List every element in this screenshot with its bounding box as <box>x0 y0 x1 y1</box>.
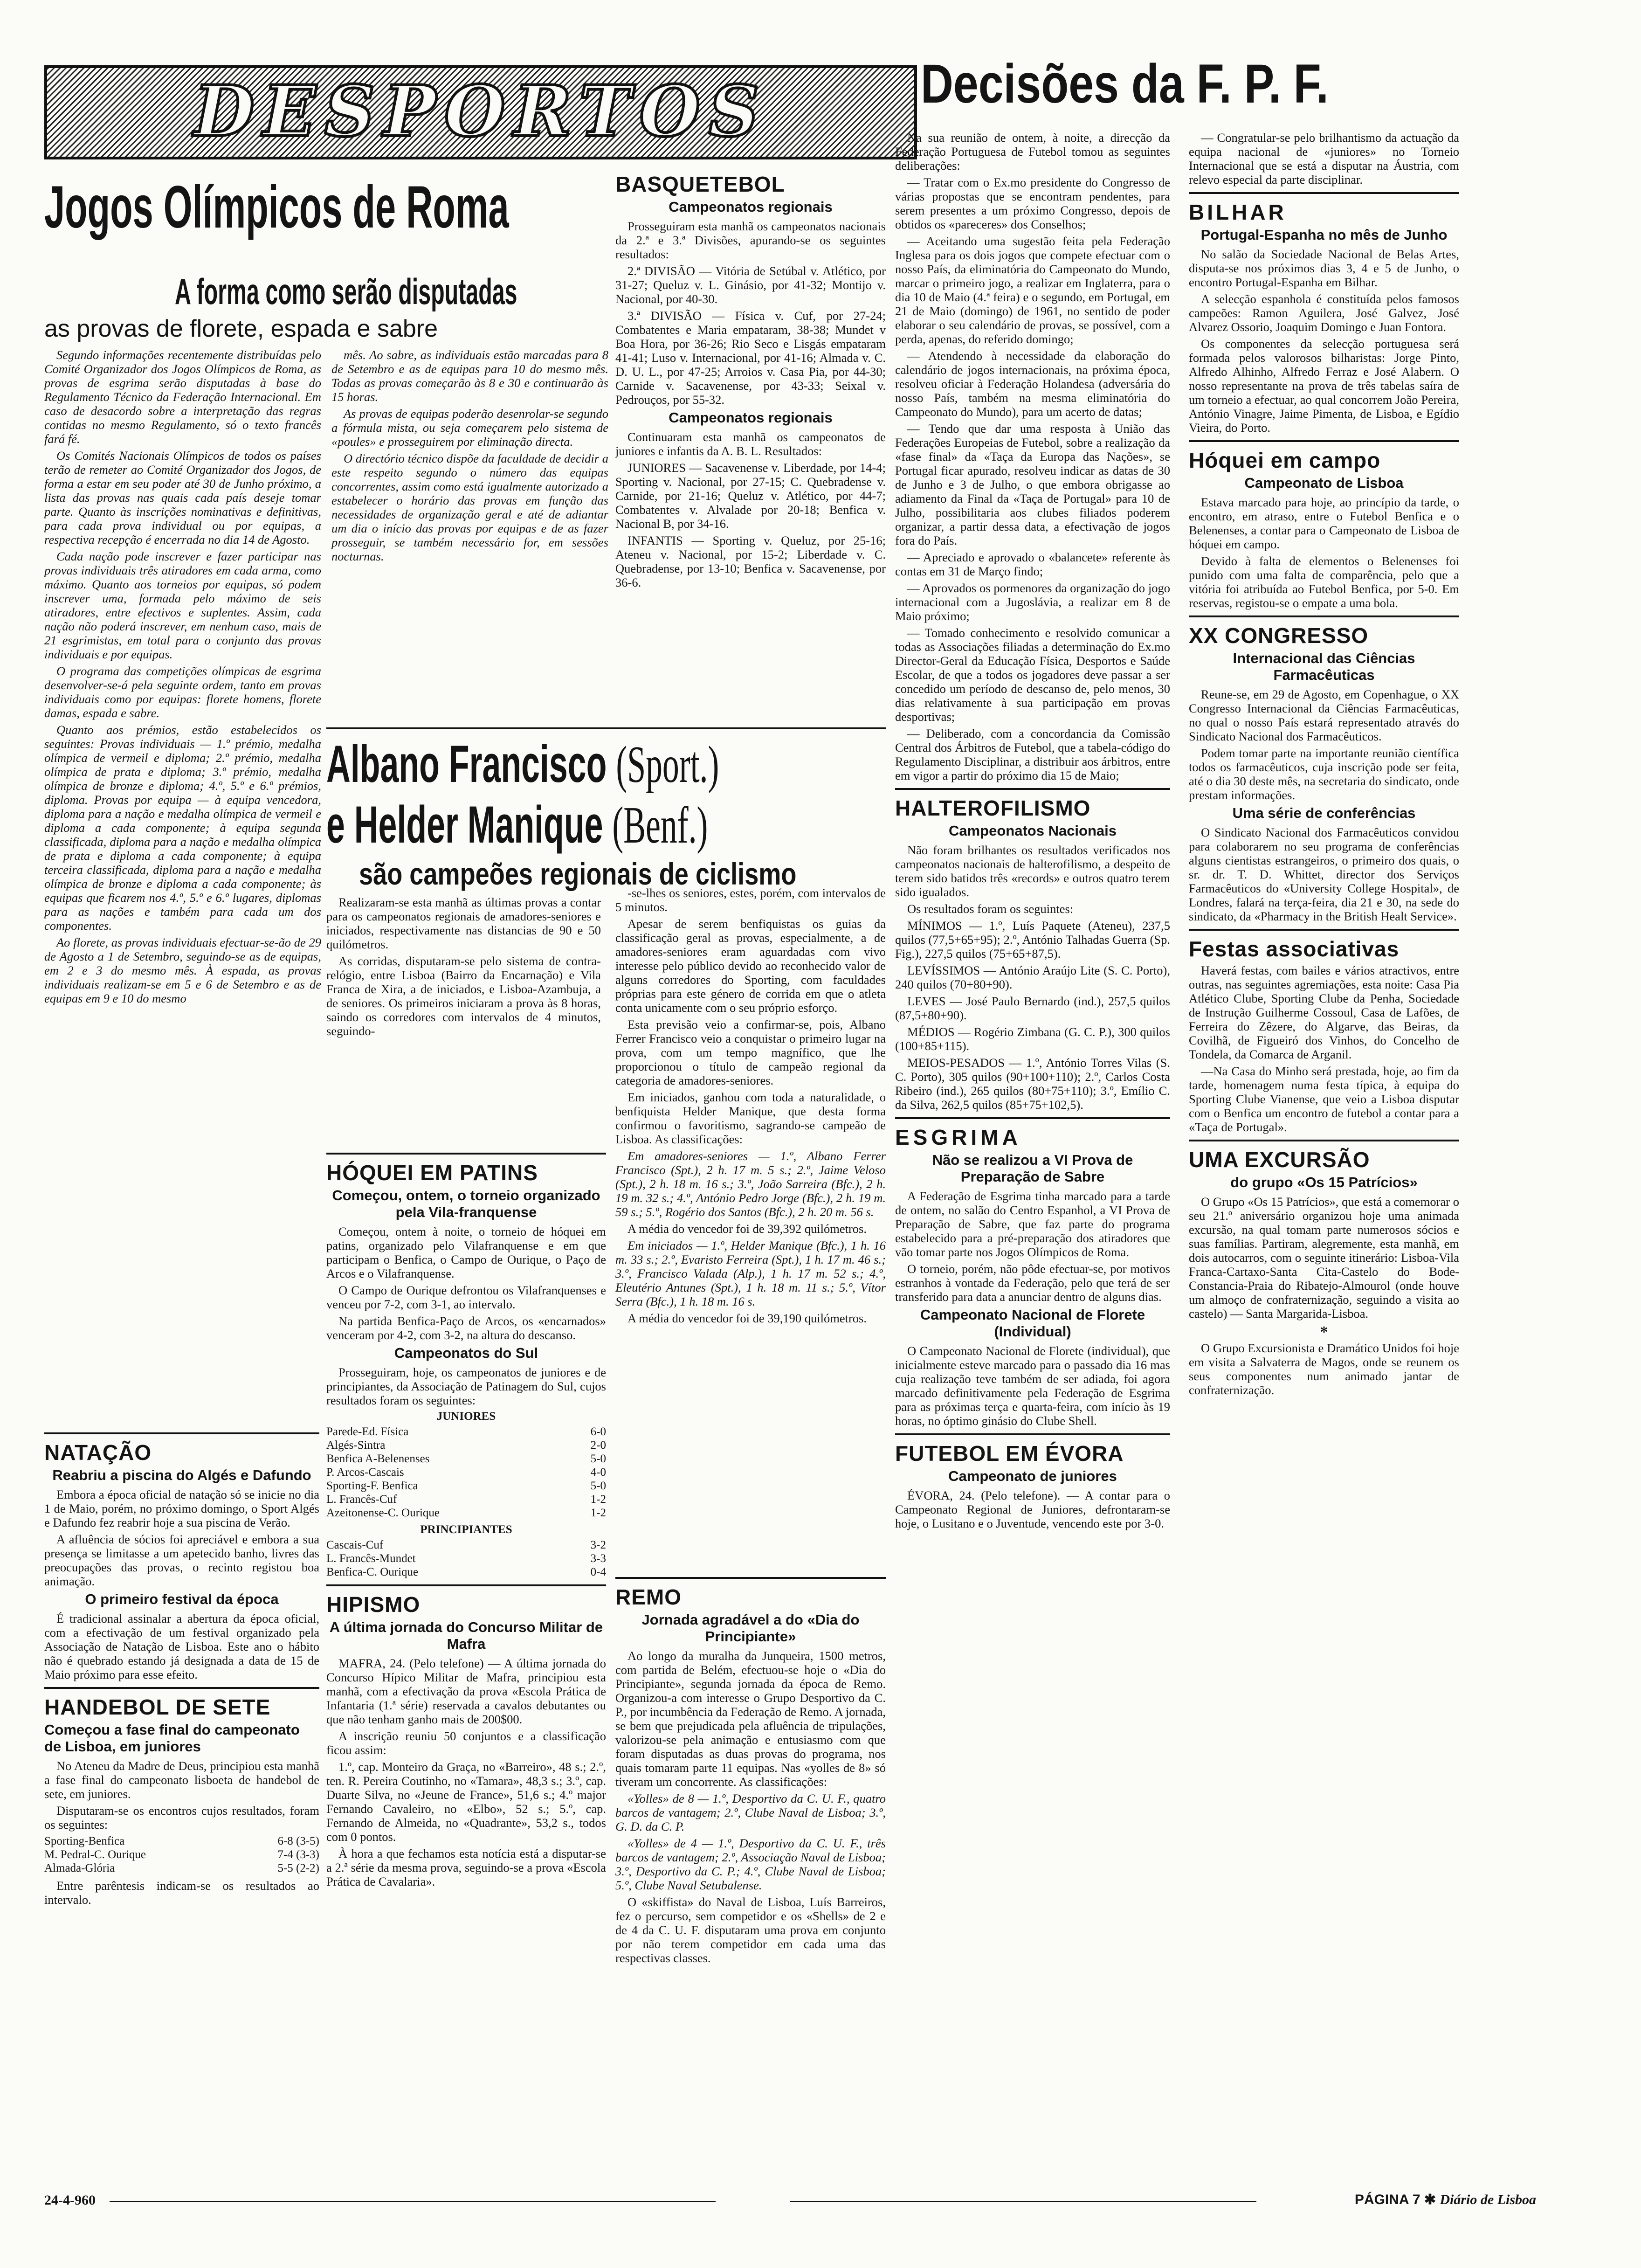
hoquei-patins-title: HÓQUEI EM PATINS <box>326 1161 538 1185</box>
esgrima-paragraph: O torneio, porém, não pôde efectuar-se, por motivos estranhos à vontade da Federação, pelo que terá de ser transferido para data a anunciar dentro de alguns dias. <box>895 1262 1170 1304</box>
ciclismo-paragraph: -se-lhes os seniores, estes, porém, com intervalos de 5 minutos. <box>615 886 886 914</box>
natacao-paragraph: A afluência de sócios foi apreciável e embora a sua presença se limitasse a um apetecido banho, livres das preocupações das provas, o recinto registou boa animação. <box>44 1532 319 1588</box>
juniores-label: JUNIORES <box>436 1410 496 1423</box>
column-1-lower <box>44 1427 319 2178</box>
ciclismo-club-1: (Sport.) <box>616 736 719 794</box>
basquetebol-paragraph: 3.ª DIVISÃO — Física v. Cuf, por 27-24; Combatentes e Maria empataram, 38-38; Mundet v Boa Hora, por 36-26; Rio Seco e Lisgás empataram 41-41; Luso v. Internacional, por 41-16; Almada v. C. D. U. L., por 47-25; Arroios v. Casa Pia, por 44-30; Carnide v. Sacavenense, por 43-33; Seixal v. Pedrouços, por 55-32. <box>615 309 886 407</box>
natacao-title: NATAÇÃO <box>44 1440 152 1465</box>
ciclismo-paragraph: Em iniciados, ganhou com toda a naturalidade, o benfiquista Helder Manique, que desta forma confirmou o favoritismo, sagrando-se campeão de Lisboa. As classificações: <box>615 1090 886 1146</box>
congresso-paragraph: Reune-se, em 29 de Agosto, em Copenhague, o XX Congresso Internacional da Ciências Farmacêuticas, no qual o nosso País estará representado através do Sindicato Nacional dos Farmacêuticos. <box>1189 687 1459 743</box>
excursao-heading: do grupo «Os 15 Patrícios» <box>1230 1174 1418 1190</box>
table-row: Azeitonense-C. Ourique 1-2 <box>326 1507 606 1519</box>
fpf-paragraph: — Apreciado e aprovado o «balancete» referente às contas em 31 de Março findo; <box>895 550 1170 578</box>
handebol-results <box>44 1834 319 1875</box>
hoquei-campo-heading: Campeonato de Lisboa <box>1244 475 1404 491</box>
fpf-paragraph: — Deliberado, com a concordancia da Comissão Central dos Árbitros de Futebol, que a tabela-código do Regulamento Disciplinar, a distribuir aos árbitros, entre em vigor a partir do próximo dia 15 de Maio; <box>895 726 1170 782</box>
festas-paragraph: —Na Casa do Minho será prestada, hoje, ao fim da tarde, homenagem numa festa típica, à equipa do Sporting Clube Vianense, que veio a Lisboa disputar com o Benfica um encontro de futebol a contar para a «Taça de Portugal». <box>1189 1064 1459 1134</box>
column-hoquei-hipismo <box>326 1147 606 2178</box>
ciclismo-paragraph: A média do vencedor foi de 39,190 quilómetros. <box>627 1311 867 1325</box>
fpf-paragraph: — Aprovados os pormenores da organização do jogo internacional com a Jugoslávia, a realizar em 8 de Maio próximo; <box>895 581 1170 623</box>
hoquei-campo-title: Hóquei em campo <box>1189 448 1381 472</box>
esgrima-paragraph: A Federação de Esgrima tinha marcado para a tarde de ontem, no salão do Centro Espanhol, a VI Prova de Preparação de Sabre, que faz parte do programa estabelecido para a pré-preparação dos atiradores que vão tomar parte nos Jogos Olímpicos de Roma. <box>895 1189 1170 1259</box>
bilhar-paragraph: A selecção espanhola é constituída pelos famosos campeões: Ramon Aguilera, José Galvez, José Alvarez Ossorio, Joaquim Domingo e Juan Fontora. <box>1189 292 1459 334</box>
futebol-evora-paragraph: ÉVORA, 24. (Pelo telefone). — A contar para o Campeonato Regional de Juniores, defrontaram-se hoje, o Lusitano e o Juventude, vencendo este por 3-0. <box>895 1488 1170 1530</box>
jogos-paragraph: As provas de equipas poderão desenrolar-se segundo a fórmula mista, ou seja começarem pelo sistema de «poules» e prosseguirem por eliminação directa. <box>331 407 608 449</box>
fpf-paragraph: — Tomado conhecimento e resolvido comunicar a todas as Associações filiadas a determinação do Ex.mo Director-Geral da Educação Física, Desportos e Saúde Escolar, de que a todos os jogadores deve passar a ser concedido um período de descanso de, pelo menos, 30 dias relativamente à sua participação em provas desportivas; <box>895 626 1170 724</box>
ciclismo-paragraph: As corridas, disputaram-se pelo sistema de contra-relógio, entre Lisboa (Bairro da Encarnação) e Vila Franca de Xira, a de iniciados, e Lisboa-Azambuja, a de seniores. Os primeiros iniciaram a prova às 8 horas, saindo os corredores com intervalos de 4 minutos, seguindo- <box>326 954 601 1038</box>
footer-date: 24-4-960 <box>44 2192 96 2208</box>
basquetebol-paragraph: INFANTIS — Sporting v. Queluz, por 25-16; Ateneu v. Nacional, por 15-2; Liberdade v. C. Quebradense, por 13-10; Benfica v. Sacavenense, por 36-6. <box>615 533 886 589</box>
halterofilismo-paragraph: MEIOS-PESADOS — 1.º, António Torres Vilas (S. C. Porto), 305 quilos (90+100+110); 2.º, Carlos Costa Ribeiro (ind.), 265 quilos (80+75+110); 3.º, Emílio C. da Silva, 262,5 quilos (85+75+102,5). <box>895 1056 1170 1112</box>
footer-page: PÁGINA 7 ✱ Diário de Lisboa <box>1354 2192 1536 2207</box>
hipismo-paragraph: A inscrição reuniu 50 conjuntos e a classificação ficou assim: <box>326 1729 606 1757</box>
handebol-title: HANDEBOL DE SETE <box>44 1695 271 1719</box>
table-row: P. Arcos-Cascais 4-0 <box>326 1466 606 1479</box>
excursao-title: UMA EXCURSÃO <box>1189 1148 1370 1172</box>
basquetebol-paragraph: JUNIORES — Sacavenense v. Liberdade, por 14-4; Sporting v. Nacional, por 27-15; C. Quebradense v. Carnide, por 21-16; Queluz v. Atlético, por 44-7; Combatentes v. Alvalade por 20-18; Benfica v. Nacional B, por 34-16. <box>615 461 886 531</box>
masthead-title: DESPORTOS <box>193 70 768 152</box>
fpf-paragraph: Na sua reunião de ontem, à noite, a direcção da Federação Portuguesa de Futebol tomou as seguintes deliberações: <box>895 131 1170 173</box>
jogos-paragraph: Os Comités Nacionais Olímpicos de todos os países terão de remeter ao Comité Organizador dos Jogos, de forma a estar em seu poder até 30 de Junho próximo, a lista das provas nas quais cada país deseje tomar parte. Quanto às inscrições nominativas e definitivas, para cada prova individual ou por equipas, a respectiva recepção é encerrada no dia 14 de Agosto. <box>44 449 321 546</box>
table-row: L. Francês-Cuf 1-2 <box>326 1493 606 1506</box>
esgrima-title: ESGRIMA <box>895 1125 1021 1149</box>
ciclismo-club-2: (Benf.) <box>612 796 708 854</box>
page-footer <box>44 2187 1597 2215</box>
halterofilismo-paragraph: MÉDIOS — Rogério Zimbana (G. C. P.), 300 quilos (100+85+115). <box>895 1025 1170 1053</box>
bilhar-paragraph: Os componentes da selecção portuguesa será formada pelos valorosos bilharistas: Jorge Pinto, Alfredo Alhinho, Alfredo Ferraz e José Alabern. O nosso representante na prova de três tabelas saíra de um torneio a efectuar, ao qual concorrem João Pereira, António Vinagre, Jaime Pimenta, de Lisboa, e Egídio Vieira, do Porto. <box>1189 337 1459 435</box>
remo-paragraph: O «skiffista» do Naval de Lisboa, Luís Barreiros, fez o percurso, sem competidor e os «Shells» de 2 e de 4 da C. U. F. disputaram uma prova em conjunto por não terem competidor em cada uma das respectivas classes. <box>615 1895 886 1965</box>
natacao-paragraph: É tradicional assinalar a abertura da época oficial, com a efectivação de um festival organizado pela Associação de Natação de Lisboa. Este ano o hábito não é quebrado estando já designada a data de 15 de Maio próximo para esse efeito. <box>44 1611 319 1681</box>
fpf-paragraph: — Aceitando uma sugestão feita pela Federação Inglesa para os dois jogos que compete efectuar com o nosso País, da eliminatória do Campeonato do Mundo, marcar o primeiro jogo, a realizar em Inglaterra, para o dia 10 de Maio (4.ª feira) e o segundo, em Portugal, em 21 de Maio (domingo) de 1961, no sentido de poder elaborar o seu calendário de provas, se possível, com a perda, apenas, do referido domingo; <box>895 234 1170 346</box>
natacao-heading-2: O primeiro festival da época <box>85 1591 279 1607</box>
basquetebol-paragraph: 2.ª DIVISÃO — Vitória de Setúbal v. Atlético, por 31-27; Queluz v. L. Ginásio, por 41-32; Montijo v. Nacional, por 40-30. <box>615 264 886 306</box>
handebol-heading: Começou a fase final do campeonato de Lisboa, em juniores <box>44 1722 300 1755</box>
column-basquetebol <box>615 173 886 718</box>
ciclismo-winner-2: e Helder Manique <box>326 795 603 854</box>
remo-paragraph: «Yolles» de 4 — 1.º, Desportivo da C. U. F., três barcos de vantagem; 2.º, Associação Naval de Lisboa; 3.º, Desportivo da C. P.; 4.º, Clube Naval de Lisboa; 5.º, Clube Naval Setubalense. <box>615 1836 886 1892</box>
fpf-paragraph: — Congratular-se pelo brilhantismo da actuação da equipa nacional de «juniores» no Torneio Internacional que se está a disputar na Áustria, com relevo especial da parte disciplinar. <box>1189 131 1459 187</box>
remo-paragraph: Ao longo da muralha da Junqueira, 1500 metros, com partida de Belém, efectuou-se hoje o «Dia do Principiante», segunda jornada da época de Remo. Organizou-a com interesse o Grupo Desportivo da C. P., por incumbência da Federação de Remo. A jornada, se bem que prejudicada pela afluência de tripulações, valorizou-se pela animação e entusiasmo com que foram disputadas as duas provas do programa, nos quais tomaram parte 11 equipas. Nas «yolles de 8» só tiveram um concorrente. As classificações: <box>615 1649 886 1789</box>
esgrima-paragraph: O Campeonato Nacional de Florete (individual), que inicialmente esteve marcado para o passado dia 16 mas cuja realização teve também de ser adiada, foi agora marcado definitivamente pela Federação de Esgrima para as próximas terça e quarta-feira, com início às 19 horas, no óptimo ginásio do Clube Shell. <box>895 1344 1170 1428</box>
natacao-heading: Reabriu a piscina do Algés e Dafundo <box>52 1467 311 1483</box>
remo-paragraph: «Yolles» de 8 — 1.º, Desportivo da C. U. F., quatro barcos de vantagem; 2.º, Clube Naval de Lisboa; 3.º, G. D. da C. P. <box>615 1791 886 1833</box>
esgrima-heading-2: Campeonato Nacional de Florete (Individual) <box>920 1307 1145 1340</box>
fpf-title: Decisões da F. P. F. <box>921 53 1329 115</box>
esgrima-heading: Não se realizou a VI Prova de Preparação de Sabre <box>932 1152 1133 1185</box>
fpf-paragraph: — Atendendo à necessidade da elaboração do calendário de jogos internacionais, na próxima época, resolveu oficiar à Federação Holandesa (adversária do nosso País, também na mesma eliminatória do Campeonato do Mundo), para um acerto de datas; <box>895 349 1170 419</box>
basquetebol-title: BASQUETEBOL <box>615 173 785 196</box>
hoquei-campo-paragraph: Estava marcado para hoje, ao princípio da tarde, o encontro, em atraso, entre o Futebol Benfica e o Belenenses, a contar para o Campeonato de Lisboa de hóquei em campo. <box>1189 495 1459 551</box>
congresso-heading-2: Uma série de conferências <box>1232 805 1416 821</box>
column-remo <box>615 1571 886 2178</box>
table-row: Benfica A-Belenenses 5-0 <box>326 1452 606 1465</box>
ciclismo-title-2 <box>326 795 708 855</box>
ciclismo-subtitle: são campeões regionais de ciclismo <box>359 857 797 891</box>
festas-paragraph: Haverá festas, com bailes e vários atractivos, entre outras, nas seguintes agremiações, esta noite: Casa Pia Atlético Clube, Sporting Clube da Penha, Sociedade de Instrução Guilherme Cossoul, Casa de Lafões, de Ferreira do Zêzere, do Algarve, das Beiras, da Covilhã, de Figueiró dos Vinhos, do Concelho de Tondela, da Comarca de Arganil. <box>1189 963 1459 1061</box>
table-row: Cascais-Cuf 3-2 <box>326 1539 606 1551</box>
hoquei-campo-paragraph: Devido à falta de elementos o Belenenses foi punido com uma falta de comparência, pelo que a vitória foi atribuída ao Futebol Benfica, por 5-0. Em reservas, registou-se o empate a uma bola. <box>1189 554 1459 610</box>
remo-title: REMO <box>615 1585 682 1609</box>
hoquei-patins-paragraph: Começou, ontem à noite, o torneio de hóquei em patins, organizado pelo Vilafranquense e em que participam o Benfica, o Campo de Ourique, o Paço de Arcos e o Vilafranquense. <box>326 1224 606 1280</box>
jogos-paragraph: mês. Ao sabre, as individuais estão marcadas para 8 de Setembro e as de equipas para 10 do mesmo mês. Todas as provas começarão às 8 e 30 e continuarão às 15 horas. <box>331 348 608 404</box>
table-row: Sporting-F. Benfica 5-0 <box>326 1480 606 1492</box>
fpf-paragraph: — Tendo que dar uma resposta à União das Federações Europeias de Futebol, sobre a realização da «fase final» da «Taça da Europa das Nações», se Portugal ficar apurado, resolveu indicar as datas de 30 de Junho e 3 de Julho, o que embora obrigasse ao adiamento da Final da «Taça de Portugal» para 10 de Julho, possibilitaria aos clubes filiados poderem organizar, a partir dessa data, a efectivação de jogos fora do País. <box>895 422 1170 547</box>
halterofilismo-paragraph: MÍNIMOS — 1.º, Luís Paquete (Ateneu), 237,5 quilos (77,5+65+95); 2.º, António Talhadas Guerra (Sp. Fig.), 227,5 quilos (75+65+87,5). <box>895 919 1170 961</box>
hoquei-patins-paragraph: O Campo de Ourique defrontou os Vilafranquenses e venceu por 7-2, com 3-1, ao intervalo. <box>326 1283 606 1311</box>
ciclismo-paragraph: A média do vencedor foi de 39,392 quilómetros. <box>627 1222 867 1236</box>
natacao-paragraph: Embora a época oficial de natação só se inicie no dia 1 de Maio, porém, no próximo domingo, o Sport Algés e Dafundo fez reabrir hoje a sua piscina de Verão. <box>44 1487 319 1529</box>
halterofilismo-paragraph: Os resultados foram os seguintes: <box>907 902 1074 916</box>
hoquei-patins-paragraph: Na partida Benfica-Paço de Arcos, os «encarnados» venceram por 4-2, com 3-2, na altura do descanso. <box>326 1314 606 1342</box>
hoquei-patins-heading: Começou, ontem, o torneio organizado pela Vila-franquense <box>332 1187 600 1220</box>
ciclismo-paragraph: Esta previsão veio a confirmar-se, pois, Albano Ferrer Francisco veio a conquistar o primeiro lugar na prova, com um tempo magnífico, que lhe proporcionou o título de campeão regional da categoria de amadores-seniores. <box>615 1017 886 1087</box>
hoquei-patins-paragraph: Prosseguiram, hoje, os campeonatos de juniores e de principiantes, da Associação de Patinagem do Sul, cujos resultados foram os seguintes: <box>326 1365 606 1407</box>
juniores-results <box>326 1425 606 1520</box>
handebol-paragraph: Entre parêntesis indicam-se os resultados ao intervalo. <box>44 1879 319 1907</box>
basquetebol-heading: Campeonatos regionais <box>669 199 833 215</box>
principiantes-results <box>326 1538 606 1579</box>
halterofilismo-title: HALTEROFILISMO <box>895 796 1091 820</box>
jogos-paragraph: Ao florete, as provas individuais efectuar-se-ão de 29 de Agosto a 1 de Setembro, seguindo-se as de equipas, em 2 e 3 do mesmo mês. À espada, as provas individuais realizam-se em 5 e 6 de Setembro e as de equipas em 9 e 10 do mesmo <box>44 935 321 1005</box>
hipismo-title: HIPISMO <box>326 1592 421 1617</box>
handebol-paragraph: No Ateneu da Madre de Deus, principiou esta manhã a fase final do campeonato lisboeta de handebol de sete, em juniores. <box>44 1759 319 1801</box>
table-row: Benfica-C. Ourique 0-4 <box>326 1566 606 1578</box>
hoquei-patins-heading-2: Campeonatos do Sul <box>394 1345 538 1361</box>
fpf-paragraph: — Tratar com o Ex.mo presidente do Congresso de várias propostas que se encontram pendentes, para serem presentes a um próximo Congresso, depois de obtidos os «pareceres» dos Conselhos; <box>895 175 1170 231</box>
halterofilismo-paragraph: LEVÍSSIMOS — António Araújo Lite (S. C. Porto), 240 quilos (70+80+90). <box>895 963 1170 991</box>
table-row: Parede-Ed. Física 6-0 <box>326 1425 606 1438</box>
bilhar-title: BILHAR <box>1189 200 1287 224</box>
jogos-paragraph: Cada nação pode inscrever e fazer participar nas provas individuais três atiradores em cada arma, como máximo. Quanto aos torneios por equipas, só podem inscrever uma, formada pelo máximo de seis atiradores, entre efectivos e suplentes. Assim, cada nação não poderá inscrever, em nenhum caso, mais de 21 esgrimistas, em total para o conjunto das provas individuais e por equipas. <box>44 549 321 661</box>
table-row: Almada-Glória 5-5 (2-2) <box>44 1862 319 1874</box>
ciclismo-paragraph: Realizaram-se esta manhã as últimas provas a contar para os campeonatos regionais de amadores-seniores e iniciados, respectivamente nas distancias de 90 e 50 quilómetros. <box>326 895 601 951</box>
hipismo-paragraph: MAFRA, 24. (Pelo telefone) — A última jornada do Concurso Hípico Militar de Mafra, principiou esta manhã, com a efectivação da prova «Escola Prática de Infantaria (1.ª série) reservada a cavalos debutantes ou que não tenham ganho mais de 200$00. <box>326 1656 606 1726</box>
hipismo-paragraph: 1.º, cap. Monteiro da Graça, no «Barreiro», 48 s.; 2.º, ten. R. Pereira Coutinho, no «Tamara», 48,3 s.; 3.º, cap. Duarte Silva, no «Jeune de France», 51,6 s.; 4.º major Fernando Cavaleiro, no «Elbo», 52 s.; 5.º, cap. Fernando de Almeida, no «Quadrante», 53,2 s., todos com 0 pontos. <box>326 1760 606 1844</box>
principiantes-label: PRINCIPIANTES <box>420 1523 512 1536</box>
basquetebol-heading-2: Campeonatos regionais <box>669 409 833 426</box>
column-3 <box>895 131 1170 2178</box>
masthead-banner <box>44 65 917 159</box>
congresso-paragraph: Podem tomar parte na importante reunião científica todos os farmacêuticos, cuja inscrição pode ser feita, até o dia 30 deste mês, na secretaria do sindicato, onde prestam informações. <box>1189 746 1459 802</box>
festas-title: Festas associativas <box>1189 937 1400 961</box>
halterofilismo-paragraph: LEVES — José Paulo Bernardo (ind.), 257,5 quilos (87,5+80+90). <box>895 994 1170 1022</box>
basquetebol-paragraph: Continuaram esta manhã os campeonatos de juniores e infantis da A. B. L. Resultados: <box>615 430 886 458</box>
futebol-evora-title: FUTEBOL EM ÉVORA <box>895 1441 1124 1466</box>
ciclismo-paragraph: Apesar de serem benfiquistas os guias da classificação geral as provas, especialmente, a de amadores-seniores eram aguardadas com vivo interesse pelo público devido ao reconhecido valor de alguns corredores do Sporting, com faculdades próprias para este género de corrida em que o atleta conta unicamente com o seu próprio esforço. <box>615 917 886 1015</box>
halterofilismo-paragraph: Não foram brilhantes os resultados verificados nos campeonatos nacionais de halterofilismo, a despeito de terem sido batidos três «records» e outros quatro terem sido igualados. <box>895 843 1170 899</box>
ciclismo-paragraph: Em iniciados — 1.º, Helder Manique (Bfc.), 1 h. 16 m. 33 s.; 2.º, Evaristo Ferreira (Spt.), 1 h. 17 m. 46 s.; 3.º, Francisco Valada (Alp.), 1 h. 17 m. 52 s.; 4.º, Eleutério Antunes (Spt.), 1 h. 18 m. 11 s.; 5.º, Vítor Serra (Bfc.), 1 h. 18 m. 16 s. <box>615 1238 886 1308</box>
bilhar-heading: Portugal-Espanha no mês de Junho <box>1200 227 1448 243</box>
separator-star: * <box>1320 1323 1328 1341</box>
excursao-paragraph: O Grupo Excursionista e Dramático Unidos foi hoje em visita a Salvaterra de Magos, onde se reunem os seus componentes num animado jantar de confraternização. <box>1189 1341 1459 1397</box>
jogos-paragraph: Segundo informações recentemente distribuídas pelo Comité Organizador dos Jogos Olímpicos de Roma, as provas de esgrima serão disputadas à base do Regulamento Técnico da Federação Internacional. Em caso de desacordo sobre a interpretação das regras contidas no mesmo Regulamento, só o texto francês fará fé. <box>44 348 321 446</box>
jogos-subtitle-2: as provas de florete, espada e sabre <box>44 315 438 342</box>
jogos-paragraph: O programa das competições olímpicas de esgrima desenvolver-se-á pela seguinte ordem, tanto em provas individuais como por equipas: florete homens, florete damas, espada e sabre. <box>44 664 321 720</box>
footer-page-number: PÁGINA 7 <box>1354 2192 1420 2207</box>
halterofilismo-heading: Campeonatos Nacionais <box>948 823 1117 839</box>
jogos-paragraph: Quanto aos prémios, estão estabelecidos os seguintes: Provas individuais — 1.º prémio, medalha olímpica de vermeil e diploma; 2.º prémio, medalha olímpica de prata e diploma; 3.º prémio, medalha olímpica de bronze e diploma; 4.º, 5.º e 6.º prémios, diploma. Provas por equipa — à equipa vencedora, diploma para a nação e medalha olímpica de vermeil e diploma a cada componente; à equipa segunda classificada, diploma para a nação e medalha olímpica de prata e diploma a cada componente; à equipa terceira classificada, diploma para a nação e medalha olímpica de bronze e diploma a cada componente; às equipas que ficarem nos 4.º, 5.º e 6.º lugares, diplomas para as nações e também para cada um dos componentes. <box>44 723 321 933</box>
hipismo-paragraph: À hora a que fechamos esta notícia está a disputar-se a 2.ª série da mesma prova, seguindo-se a prova «Escola Prática de Cavalaria». <box>326 1846 606 1888</box>
jogos-subtitle-1: A forma como serão disputadas <box>175 271 517 312</box>
congresso-paragraph: O Sindicato Nacional dos Farmacêuticos convidou para colaborarem no seu programa de conferências alguns cientistas estrangeiros, o primeiro dos quais, o sr. dr. T. D. Whittet, director dos Serviços Farmacêuticos do «University College Hospital», de Londres, falará na terça-feira, dia 21 e 30, na sede do sindicato, da «Pharmacy in the British Healt Service». <box>1189 825 1459 923</box>
excursao-paragraph: O Grupo «Os 15 Patrícios», que está a comemorar o seu 21.º aniversário organizou hoje uma animada excursão, na qual tomam parte numerosos sócios e suas famílias. Partiram, alegremente, esta manhã, em dois autocarros, com o seguinte itinerário: Lisboa-Vila Franca-Cartaxo-Santa Cita-Castelo do Bode-Constancia-Praia do Ribatejo-Almourol (onde houve um almoço de confraternização, seguindo a visita ao castelo) — Santa Margarida-Lisboa. <box>1189 1195 1459 1321</box>
ciclismo-winner-1: Albano Francisco <box>326 735 607 793</box>
ciclismo-continuation <box>615 886 886 1501</box>
column-4 <box>1189 131 1459 2178</box>
hipismo-heading: A última jornada do Concurso Militar de Mafra <box>329 1619 603 1652</box>
basquetebol-paragraph: Prosseguiram esta manhã os campeonatos nacionais da 2.ª e 3.ª Divisões, apurando-se os seguintes resultados: <box>615 219 886 261</box>
table-row: Algés-Sintra 2-0 <box>326 1439 606 1452</box>
congresso-heading: Internacional das Ciências Farmacêuticas <box>1233 650 1415 683</box>
jogos-paragraph: O directório técnico dispõe da faculdade de decidir a este respeito segundo o número das equipas concorrentes, assim como está igualmente autorizado a estabelecer o horário das provas em função das necessidades de organização geral e até de adiantar um dia o início das provas por equipas e de as fazer prosseguir, se também necessário for, em sessões nocturnas. <box>331 451 608 563</box>
table-row: L. Francês-Mundet 3-3 <box>326 1552 606 1565</box>
futebol-evora-heading: Campeonato de juniores <box>948 1468 1117 1484</box>
footer-paper-name: Diário de Lisboa <box>1440 2192 1536 2207</box>
ciclismo-title-1 <box>326 734 719 795</box>
remo-heading: Jornada agradável a do «Dia do Principiante» <box>641 1611 860 1645</box>
table-row: M. Pedral-C. Ourique 7-4 (3-3) <box>44 1848 319 1861</box>
bilhar-paragraph: No salão da Sociedade Nacional de Belas Artes, disputa-se nos próximos dias 3, 4 e 5 de Junho, o encontro Portugal-Espanha em Bilhar. <box>1189 247 1459 289</box>
table-row: Sporting-Benfica 6-8 (3-5) <box>44 1835 319 1847</box>
jogos-title: Jogos Olímpicos de Roma <box>44 174 509 241</box>
congresso-title: XX CONGRESSO <box>1189 623 1369 648</box>
handebol-paragraph: Disputaram-se os encontros cujos resultados, foram os seguintes: <box>44 1804 319 1832</box>
ciclismo-paragraph: Em amadores-seniores — 1.º, Albano Ferrer Francisco (Spt.), 2 h. 17 m. 5 s.; 2.º, Jaime Veloso (Spt.), 2 h. 18 m. 16 s.; 3.º, João Sarreira (Bfc.), 2 h. 19 m. 32 s.; 4.º, António Pedro Jorge (Bfc.), 2 h. 19 m. 59 s.; 5.º, Rogério dos Santos (Bfc.), 2 h. 20 m. 56 s. <box>615 1149 886 1219</box>
